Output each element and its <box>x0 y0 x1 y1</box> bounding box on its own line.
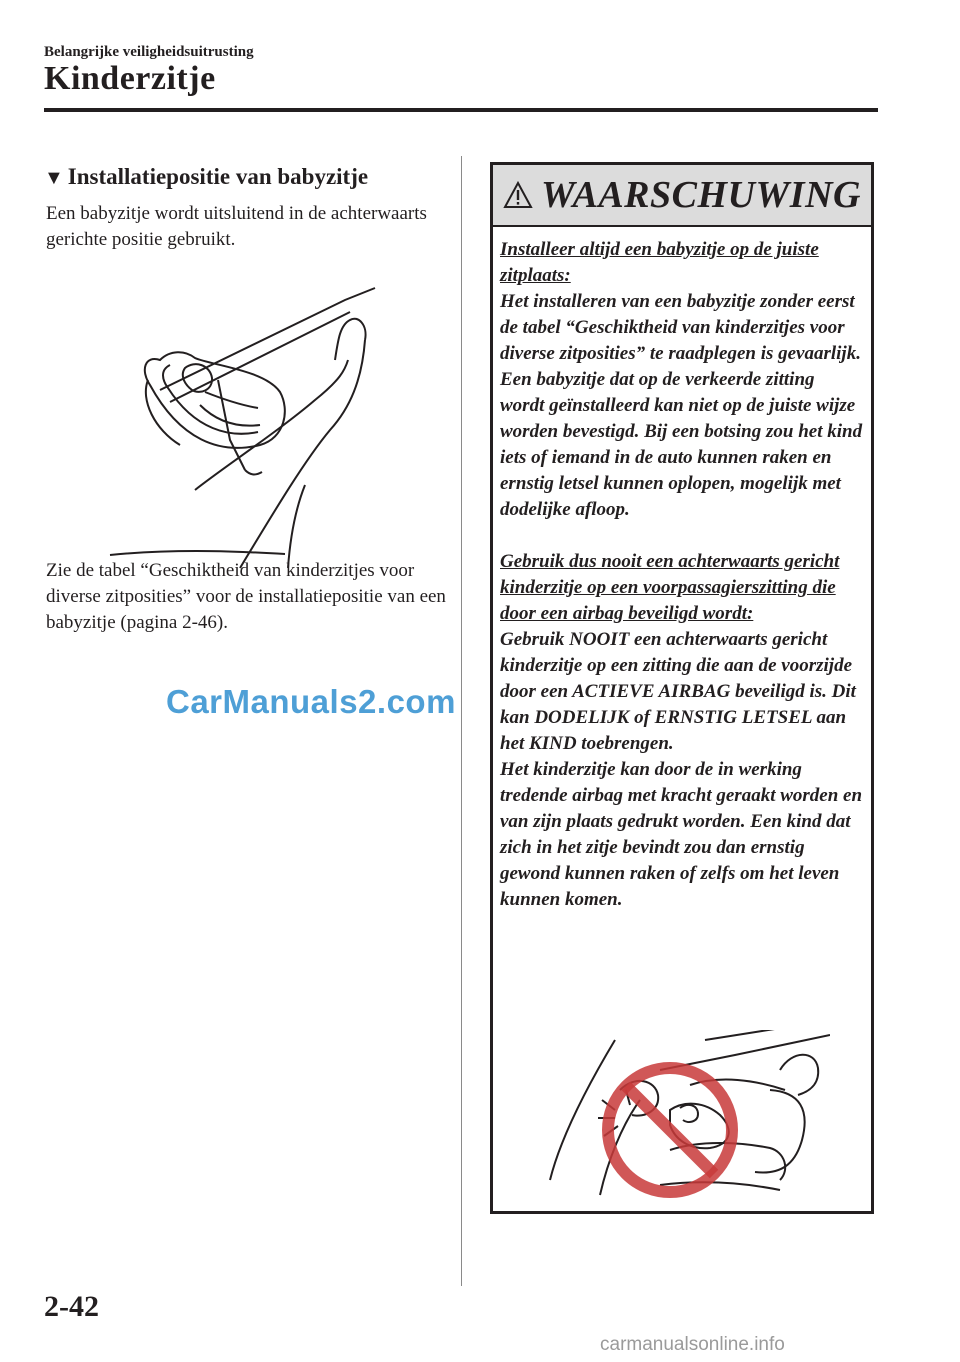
intro-paragraph: Een babyzitje wordt uitsluitend in de achterwaarts gerichte positie gebruikt. <box>46 203 427 250</box>
baby-seat-illustration <box>100 280 390 570</box>
airbag-prohibited-illustration <box>540 1030 830 1200</box>
warning-header <box>493 165 871 227</box>
footer-watermark: carmanualsonline.info <box>600 1334 785 1355</box>
warning-text-2: Gebruik NOOIT een achterwaarts gericht kinderzitje op een zitting die aan de voorzijde door een ACTIEVE AIRBAG beveiligd is. Dit kan DODELIJK of ERNSTIG LETSEL aan het KIND toebrengen. <box>500 629 856 754</box>
warning-heading-2: Gebruik dus nooit een achterwaarts gericht kinderzitje op een voorpassagierszitting die door een airbag beveiligd wordt: <box>500 551 840 624</box>
warning-body <box>493 227 871 913</box>
header-rule <box>44 108 878 112</box>
warning-text-3: Het kinderzitje kan door de in werking tredende airbag met kracht geraakt worden en van zijn plaats gedrukt worden. Een kind dat zich in het zitje bevindt zou dan ernstig gewond kunnen raken of zelfs om het leven kunnen komen. <box>500 759 863 910</box>
section-heading <box>44 164 368 190</box>
warning-title: WAARSCHUWING <box>541 174 861 216</box>
section-heading-text: Installatiepositie van babyzitje <box>67 164 369 189</box>
section-triangle-icon: ▼ <box>44 167 64 189</box>
warning-triangle-icon <box>503 181 533 209</box>
watermark: CarManuals2.com <box>166 683 456 720</box>
page-title: Kinderzitje <box>44 60 216 97</box>
warning-text-1: Het installeren van een babyzitje zonder eerst de tabel “Geschiktheid van kinderzitjes voor diverse zitposities” te raadplegen is gevaarlijk. Een babyzitje dat op de verkeerde zitting wordt geïnstalleerd kan niet op de juiste wijze worden bevestigd. Bij een botsing zou het kind iets of iemand in de auto kunnen raken en ernstig letsel kunnen oplopen, mogelijk met dodelijke afloop. <box>500 291 863 520</box>
chapter-label: Belangrijke veiligheidsuitrusting <box>44 44 254 60</box>
column-divider <box>461 156 462 1286</box>
warning-heading-1: Installeer altijd een babyzitje op de juiste zitplaats: <box>500 239 819 286</box>
reference-paragraph: Zie de tabel “Geschiktheid van kinderzitjes voor diverse zitposities” voor de installatiepositie van een babyzitje (pagina 2-46). <box>46 560 446 633</box>
page-number: 2-42 <box>44 1290 99 1323</box>
